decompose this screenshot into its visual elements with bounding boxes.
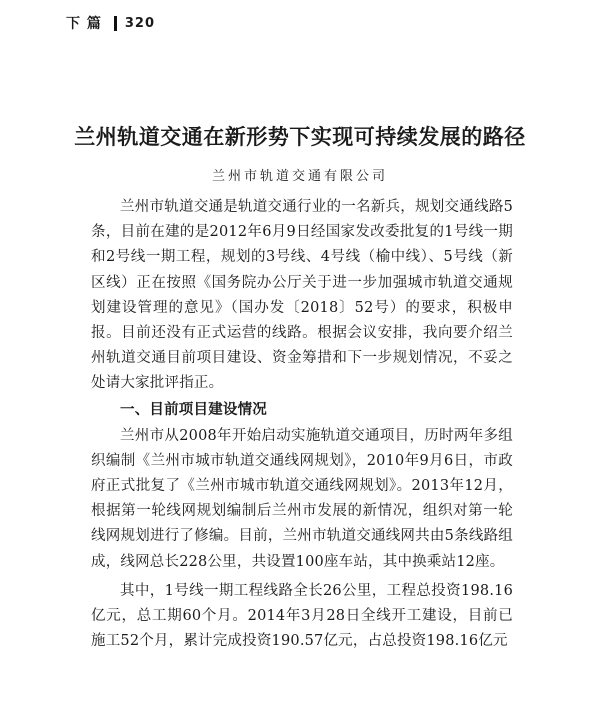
section-heading: 一、目前项目建设情况	[120, 401, 267, 418]
article-author: 兰州市轨道交通有限公司	[211, 169, 388, 184]
article-title: 兰州轨道交通在新形势下实现可持续发展的路径	[74, 125, 526, 149]
paragraph-planning: 兰州市从2008年开始启动实施轨道交通项目，历时两年多组织编制《兰州市城市轨道交通线网规划》，2010年9月6日，市政府正式批复了《兰州市城市轨道交通线网规划》。2013年12月，根据第一轮线网规划编制后兰州市发展的新情况，组织对第一轮线网规划进行了修编。目前，兰州市轨道交通线网共由5条线路组成，线网总长228公里，共设置100座车站，其中换乘站12座。	[91, 427, 513, 570]
article-body	[91, 195, 513, 654]
paragraph-intro: 兰州市轨道交通是轨道交通行业的一名新兵，规划交通线路5条，目前在建的是2012年6月9日经国家发改委批复的1号线一期和2号线一期工程，规划的3号线、4号线（榆中线）、5号线（新区线）正在按照《国务院办公厅关于进一步加强城市轨道交通规划建设管理的意见》（国办发〔2018〕52号）的要求，积极申报。目前还没有正式运营的线路。根据会议安排，我向要介绍兰州轨道交通目前项目建设、资金筹措和下一步规划情况，不妥之处请大家批评指正。	[91, 199, 513, 392]
page-number: 320	[124, 15, 156, 31]
paragraph-line1: 其中，1号线一期工程线路全长26公里，工程总投资198.16亿元，总工期60个月。2014年3月28日全线开工建设，目前已施工52个月，累计完成投资190.57亿元，占总投资198.16亿元	[91, 582, 513, 650]
running-header	[66, 13, 155, 33]
header-divider	[114, 16, 117, 31]
part-label: 下 篇	[66, 16, 102, 32]
